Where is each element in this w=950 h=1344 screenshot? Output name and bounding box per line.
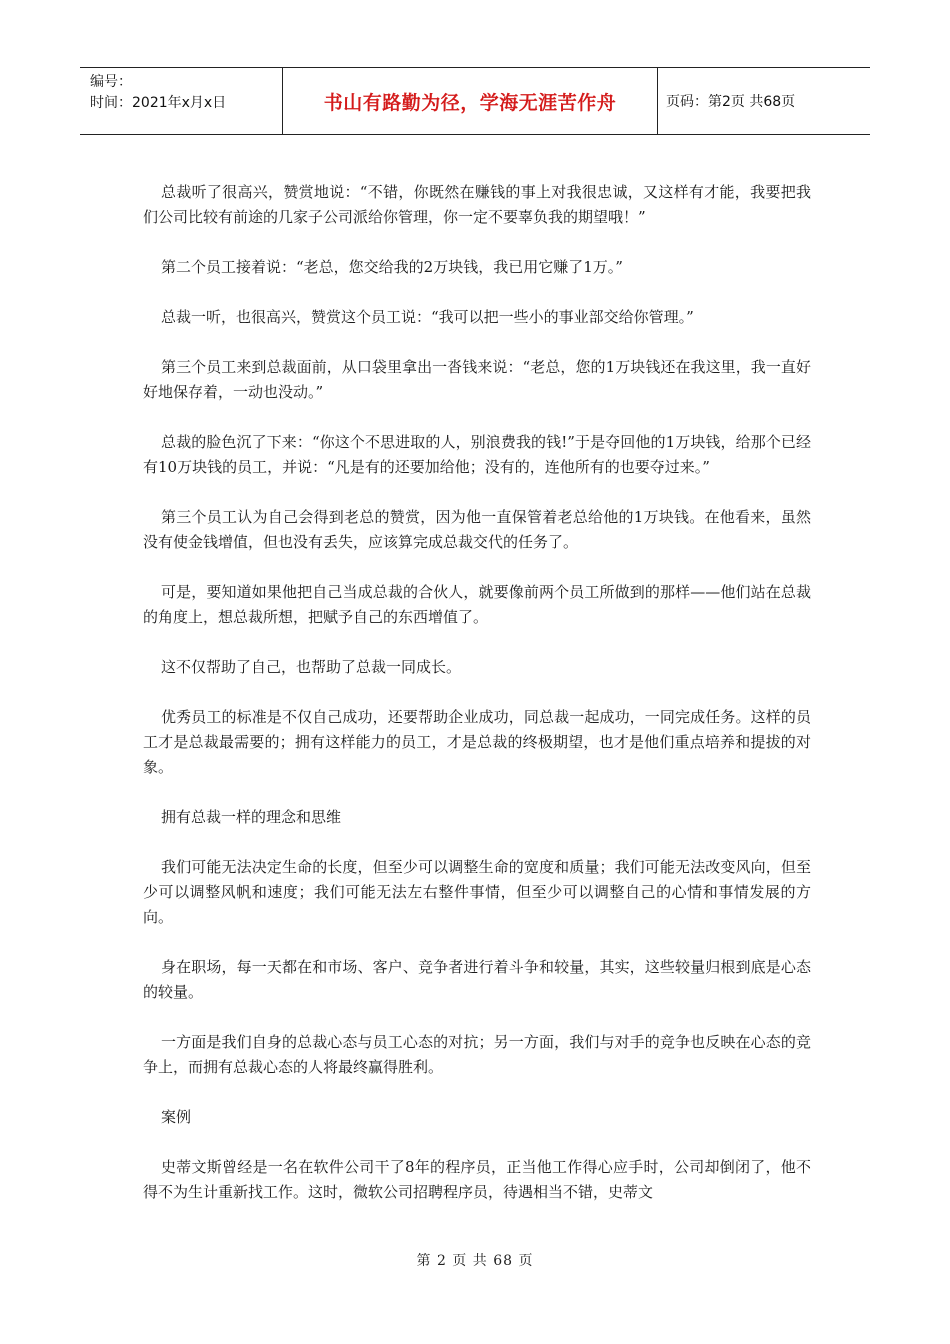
header-motto: 书山有路勤为径，学海无涯苦作舟	[283, 68, 658, 134]
document-time-label: 时间：2021年x月x日	[90, 95, 227, 111]
paragraph: 总裁一听，也很高兴，赞赏这个员工说：“我可以把一些小的事业部交给你管理。”	[161, 308, 694, 326]
paragraph: 第二个员工接着说：“老总，您交给我的2万块钱，我已用它赚了1万。”	[161, 258, 623, 276]
footer-page-number: 第 2 页 共 68 页	[416, 1253, 534, 1269]
page-header	[80, 67, 870, 135]
section-heading: 案例	[161, 1108, 192, 1126]
paragraph: 第三个员工认为自己会得到老总的赞赏，因为他一直保管着老总给他的1万块钱。在他看来，虽然没有使金钱增值，但也没有丢失，应该算完成总裁交代的任务了。	[143, 508, 811, 551]
page-footer	[0, 1250, 950, 1270]
document-body	[143, 180, 811, 1230]
paragraph: 优秀员工的标准是不仅自己成功，还要帮助企业成功，同总裁一起成功，一同完成任务。这样的员工才是总裁最需要的；拥有这样能力的员工，才是总裁的终极期望，也才是他们重点培养和提拔的对象。	[143, 708, 811, 776]
paragraph: 可是，要知道如果他把自己当成总裁的合伙人，就要像前两个员工所做到的那样——他们站在总裁的角度上，想总裁所想，把赋予自己的东西增值了。	[143, 583, 811, 626]
document-number-label: 编号：	[90, 74, 132, 90]
paragraph: 我们可能无法决定生命的长度，但至少可以调整生命的宽度和质量；我们可能无法改变风向，但至少可以调整风帆和速度；我们可能无法左右整件事情，但至少可以调整自己的心情和事情发展的方向。	[143, 858, 811, 926]
header-page-info: 页码：第2页 共68页	[666, 94, 796, 110]
header-meta-cell	[80, 68, 283, 134]
section-heading: 拥有总裁一样的理念和思维	[161, 808, 342, 826]
paragraph: 史蒂文斯曾经是一名在软件公司干了8年的程序员，正当他工作得心应手时，公司却倒闭了，他不得不为生计重新找工作。这时，微软公司招聘程序员，待遇相当不错，史蒂文	[143, 1158, 811, 1201]
paragraph: 这不仅帮助了自己，也帮助了总裁一同成长。	[161, 658, 462, 676]
paragraph: 一方面是我们自身的总裁心态与员工心态的对抗；另一方面，我们与对手的竞争也反映在心态的竞争上，而拥有总裁心态的人将最终赢得胜利。	[143, 1033, 811, 1076]
paragraph: 总裁听了很高兴，赞赏地说：“不错，你既然在赚钱的事上对我很忠诚，又这样有才能，我要把我们公司比较有前途的几家子公司派给你管理，你一定不要辜负我的期望哦！”	[143, 183, 811, 226]
paragraph: 第三个员工来到总裁面前，从口袋里拿出一沓钱来说：“老总，您的1万块钱还在我这里，我一直好好地保存着，一动也没动。”	[143, 358, 811, 401]
paragraph: 总裁的脸色沉了下来：“你这个不思进取的人，别浪费我的钱!”于是夺回他的1万块钱，给那个已经有10万块钱的员工，并说：“凡是有的还要加给他；没有的，连他所有的也要夺过来。”	[143, 433, 811, 476]
paragraph: 身在职场，每一天都在和市场、客户、竞争者进行着斗争和较量，其实，这些较量归根到底是心态的较量。	[143, 958, 811, 1001]
